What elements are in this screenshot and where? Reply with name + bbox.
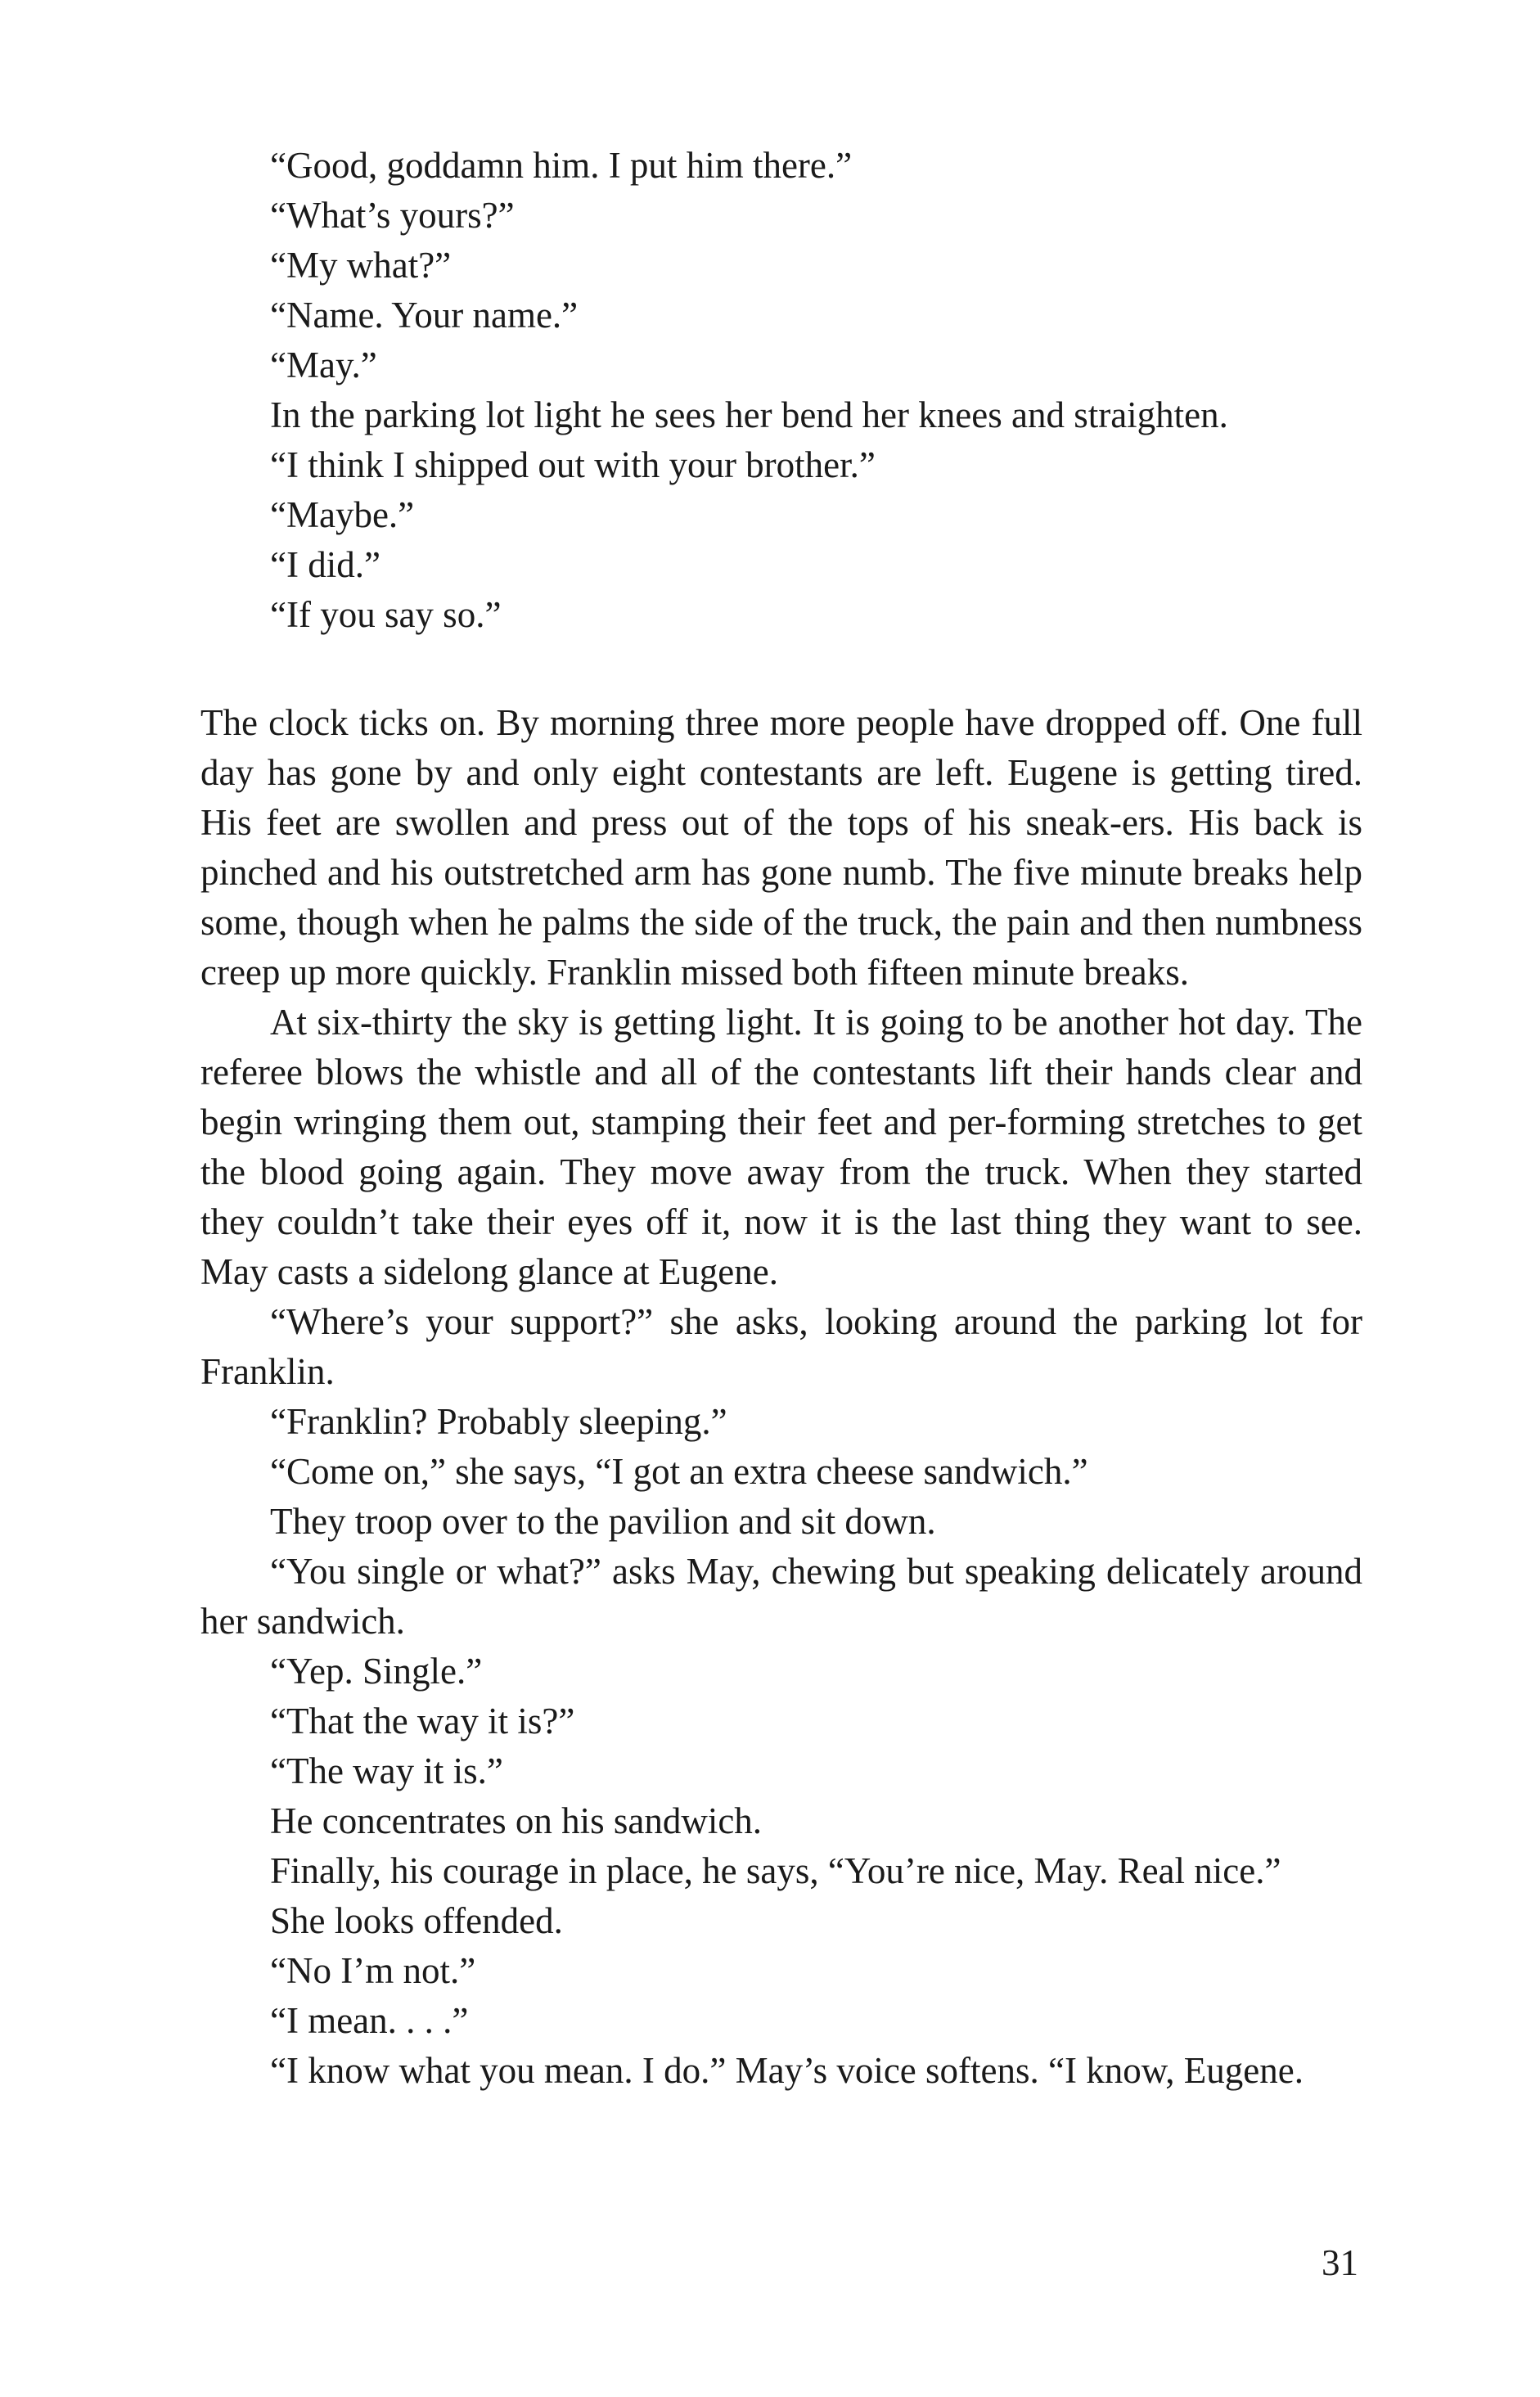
paragraph: She looks offended.: [270, 1900, 563, 1941]
paragraph: The clock ticks on. By morning three more people have dropped off. One full day has gone by and only eight contestants are left. Eugene is getting tired. His feet are swollen and press out of the tops of his sneak-ers. His back is pinched and his outstretched arm has gone numb. The five minute breaks help some, though when he palms the side of the truck, the pain and then numbness creep up more quickly. Franklin missed both fifteen minute breaks.: [200, 702, 1362, 993]
paragraph: He concentrates on his sandwich.: [270, 1800, 763, 1841]
dialogue-section: [200, 141, 1362, 640]
body-section: [200, 698, 1362, 2096]
paragraph: “You single or what?” asks May, chewing but speaking delicately around her sandwich.: [200, 1551, 1362, 1642]
paragraph: “Yep. Single.”: [270, 1651, 483, 1692]
paragraph: “Come on,” she says, “I got an extra cheese sandwich.”: [270, 1451, 1088, 1492]
dialogue-line: “Name. Your name.”: [270, 295, 579, 336]
dialogue-line: “What’s yours?”: [270, 195, 515, 236]
paragraph: “Where’s your support?” she asks, looking around the parking lot for Franklin.: [200, 1301, 1362, 1392]
paragraph: “No I’m not.”: [270, 1950, 476, 1991]
paragraph: They troop over to the pavilion and sit down.: [270, 1501, 936, 1542]
dialogue-line: “Maybe.”: [270, 494, 415, 535]
paragraph: “The way it is.”: [270, 1750, 503, 1791]
paragraph: “Franklin? Probably sleeping.”: [270, 1401, 727, 1442]
dialogue-line: “I think I shipped out with your brother.”: [270, 444, 876, 485]
paragraph: “I know what you mean. I do.” May’s voice softens. “I know, Eugene.: [270, 2050, 1304, 2091]
paragraph: “That the way it is?”: [270, 1701, 575, 1741]
paragraph: At six-thirty the sky is getting light. It is going to be another hot day. The referee blows the whistle and all of the contestants lift their hands clear and begin wringing them out, stamping their feet and per-forming stretches to get the blood going again. They move away from the truck. When they started they couldn’t take their eyes off it, now it is the last thing they want to see. May casts a sidelong glance at Eugene.: [200, 1002, 1362, 1292]
dialogue-line: “My what?”: [270, 245, 452, 286]
dialogue-line: “I did.”: [270, 544, 380, 585]
page-number: 31: [1322, 2242, 1358, 2283]
dialogue-line: In the parking lot light he sees her bend her knees and straighten.: [270, 394, 1228, 435]
dialogue-line: “Good, goddamn him. I put him there.”: [270, 145, 853, 186]
dialogue-line: “If you say so.”: [270, 594, 502, 635]
paragraph: “I mean. . . .”: [270, 2000, 469, 2041]
dialogue-line: “May.”: [270, 345, 377, 385]
paragraph: Finally, his courage in place, he says, “You’re nice, May. Real nice.”: [270, 1850, 1281, 1891]
